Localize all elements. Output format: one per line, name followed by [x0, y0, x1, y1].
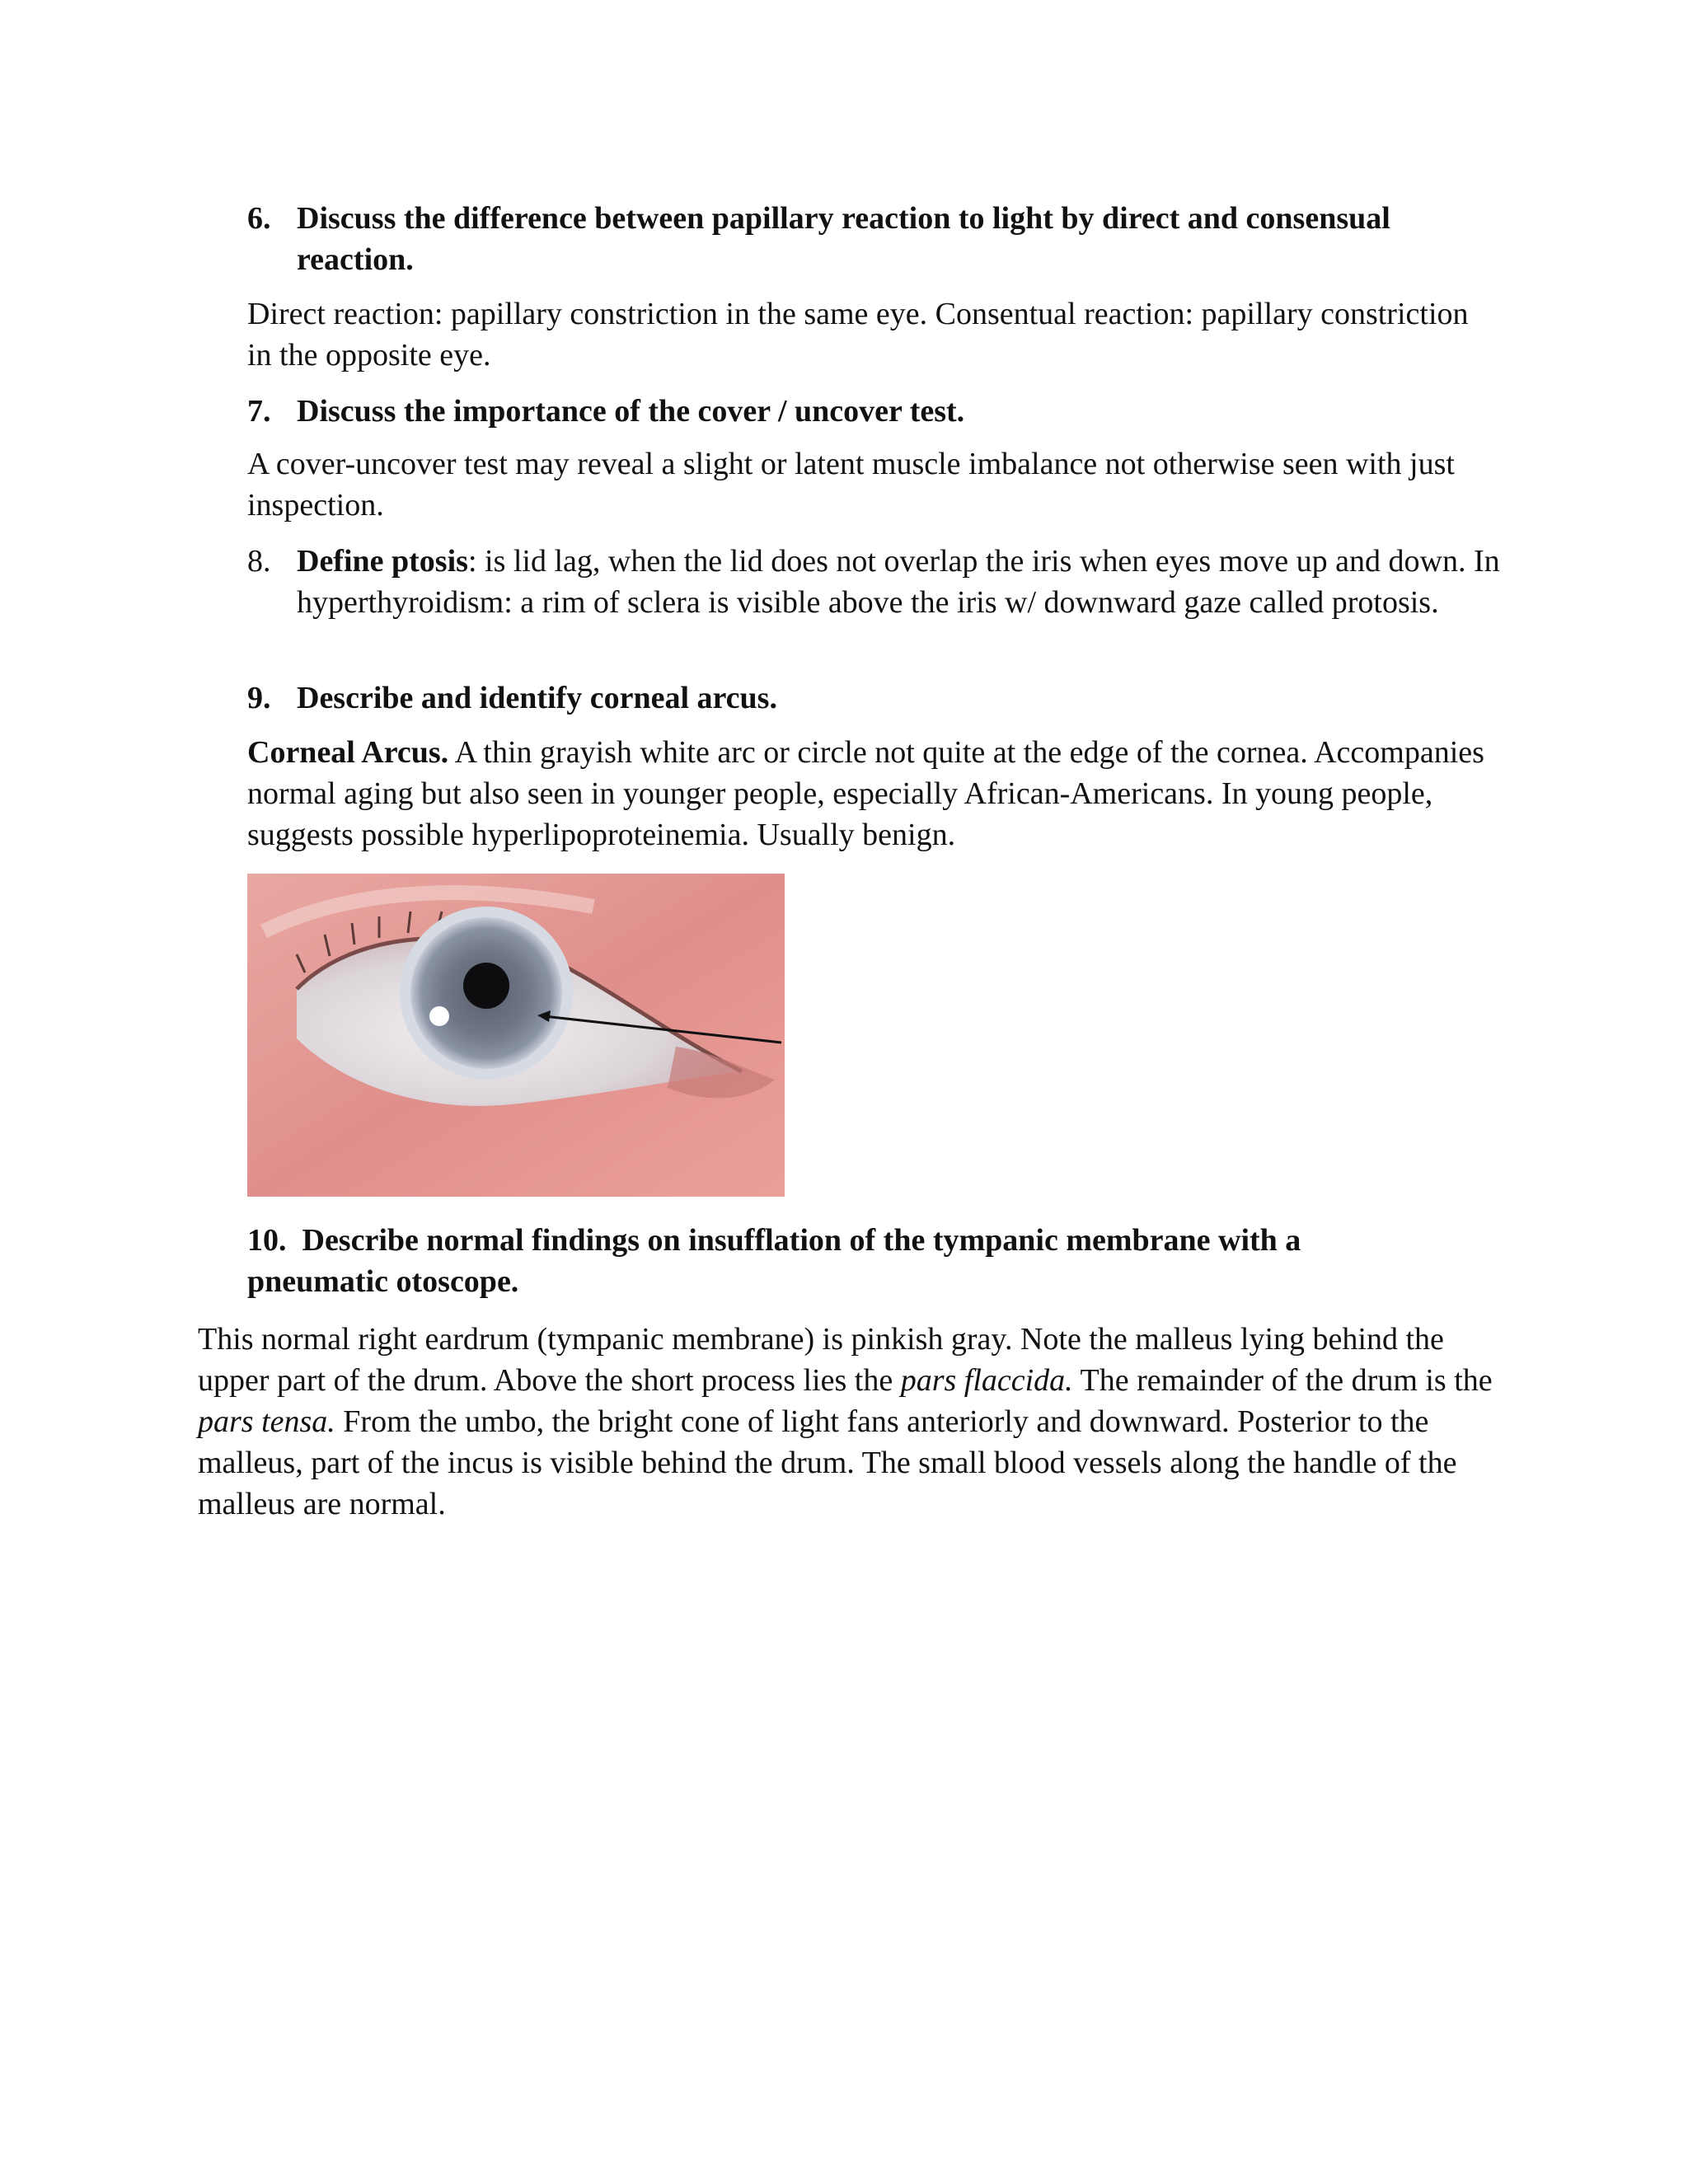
answer-text: A thin grayish white arc or circle not quite at the edge of the cornea. Accompanies normal aging but also seen in younger people, especially African-Americans. In young people, suggests possible hyperlipoproteinemia. Usually benign.: [247, 735, 1484, 852]
light-reflection: [429, 1006, 449, 1026]
eye-illustration: [247, 874, 785, 1197]
question-number: 10.: [247, 1223, 287, 1258]
answer-6: Direct reaction: papillary constriction in the same eye. Consentual reaction: papillary constriction in the opposite eye.: [247, 297, 1469, 373]
question-6: [247, 198, 1500, 280]
question-text: Describe and identify corneal arcus.: [297, 681, 777, 715]
question-text: Discuss the difference between papillary reaction to light by direct and consensual reaction.: [297, 201, 1390, 277]
answer-10: [198, 1319, 1500, 1525]
term-ptosis: Define ptosis: [297, 544, 468, 579]
term-corneal-arcus: Corneal Arcus.: [247, 735, 449, 770]
question-number: 9.: [247, 681, 271, 715]
definition-text: : is lid lag, when the lid does not overlap the iris when eyes move up and down. In hyperthyroidism: a rim of sclera is visible above the iris w/ downward gaze called protosis.: [297, 544, 1500, 620]
answer-7: A cover-uncover test may reveal a slight or latent muscle imbalance not otherwise seen with just inspection.: [247, 447, 1455, 523]
question-number: 8.: [247, 544, 271, 579]
question-10: [247, 1220, 1401, 1302]
question-text: Discuss the importance of the cover / uncover test.: [297, 394, 965, 429]
question-number: 7.: [247, 394, 271, 429]
question-7: [247, 391, 1500, 432]
question-text: Describe normal findings on insufflation of the tympanic membrane with a pneumatic otoscope.: [247, 1223, 1301, 1299]
pupil: [463, 963, 509, 1009]
question-9: [247, 677, 1500, 719]
question-8: [247, 541, 1500, 623]
answer-9: [247, 732, 1500, 855]
answer-text-2: The remainder of the drum is the: [1072, 1363, 1493, 1398]
answer-text-1: This normal right eardrum (tympanic membrane) is pinkish gray. Note the malleus lying behind the upper part of the drum. Above the short process lies the: [198, 1322, 1444, 1398]
term-pars-tensa: pars tensa.: [198, 1404, 335, 1439]
answer-text-3: From the umbo, the bright cone of light fans anteriorly and downward. Posterior to the malleus, part of the incus is visible behind the drum. The small blood vessels along the handle of the malleus are normal.: [198, 1404, 1457, 1521]
term-pars-flaccida: pars flaccida.: [900, 1363, 1073, 1398]
question-text: [247, 541, 1500, 623]
question-number: 6.: [247, 201, 271, 236]
corneal-arcus-photo: [247, 874, 785, 1197]
